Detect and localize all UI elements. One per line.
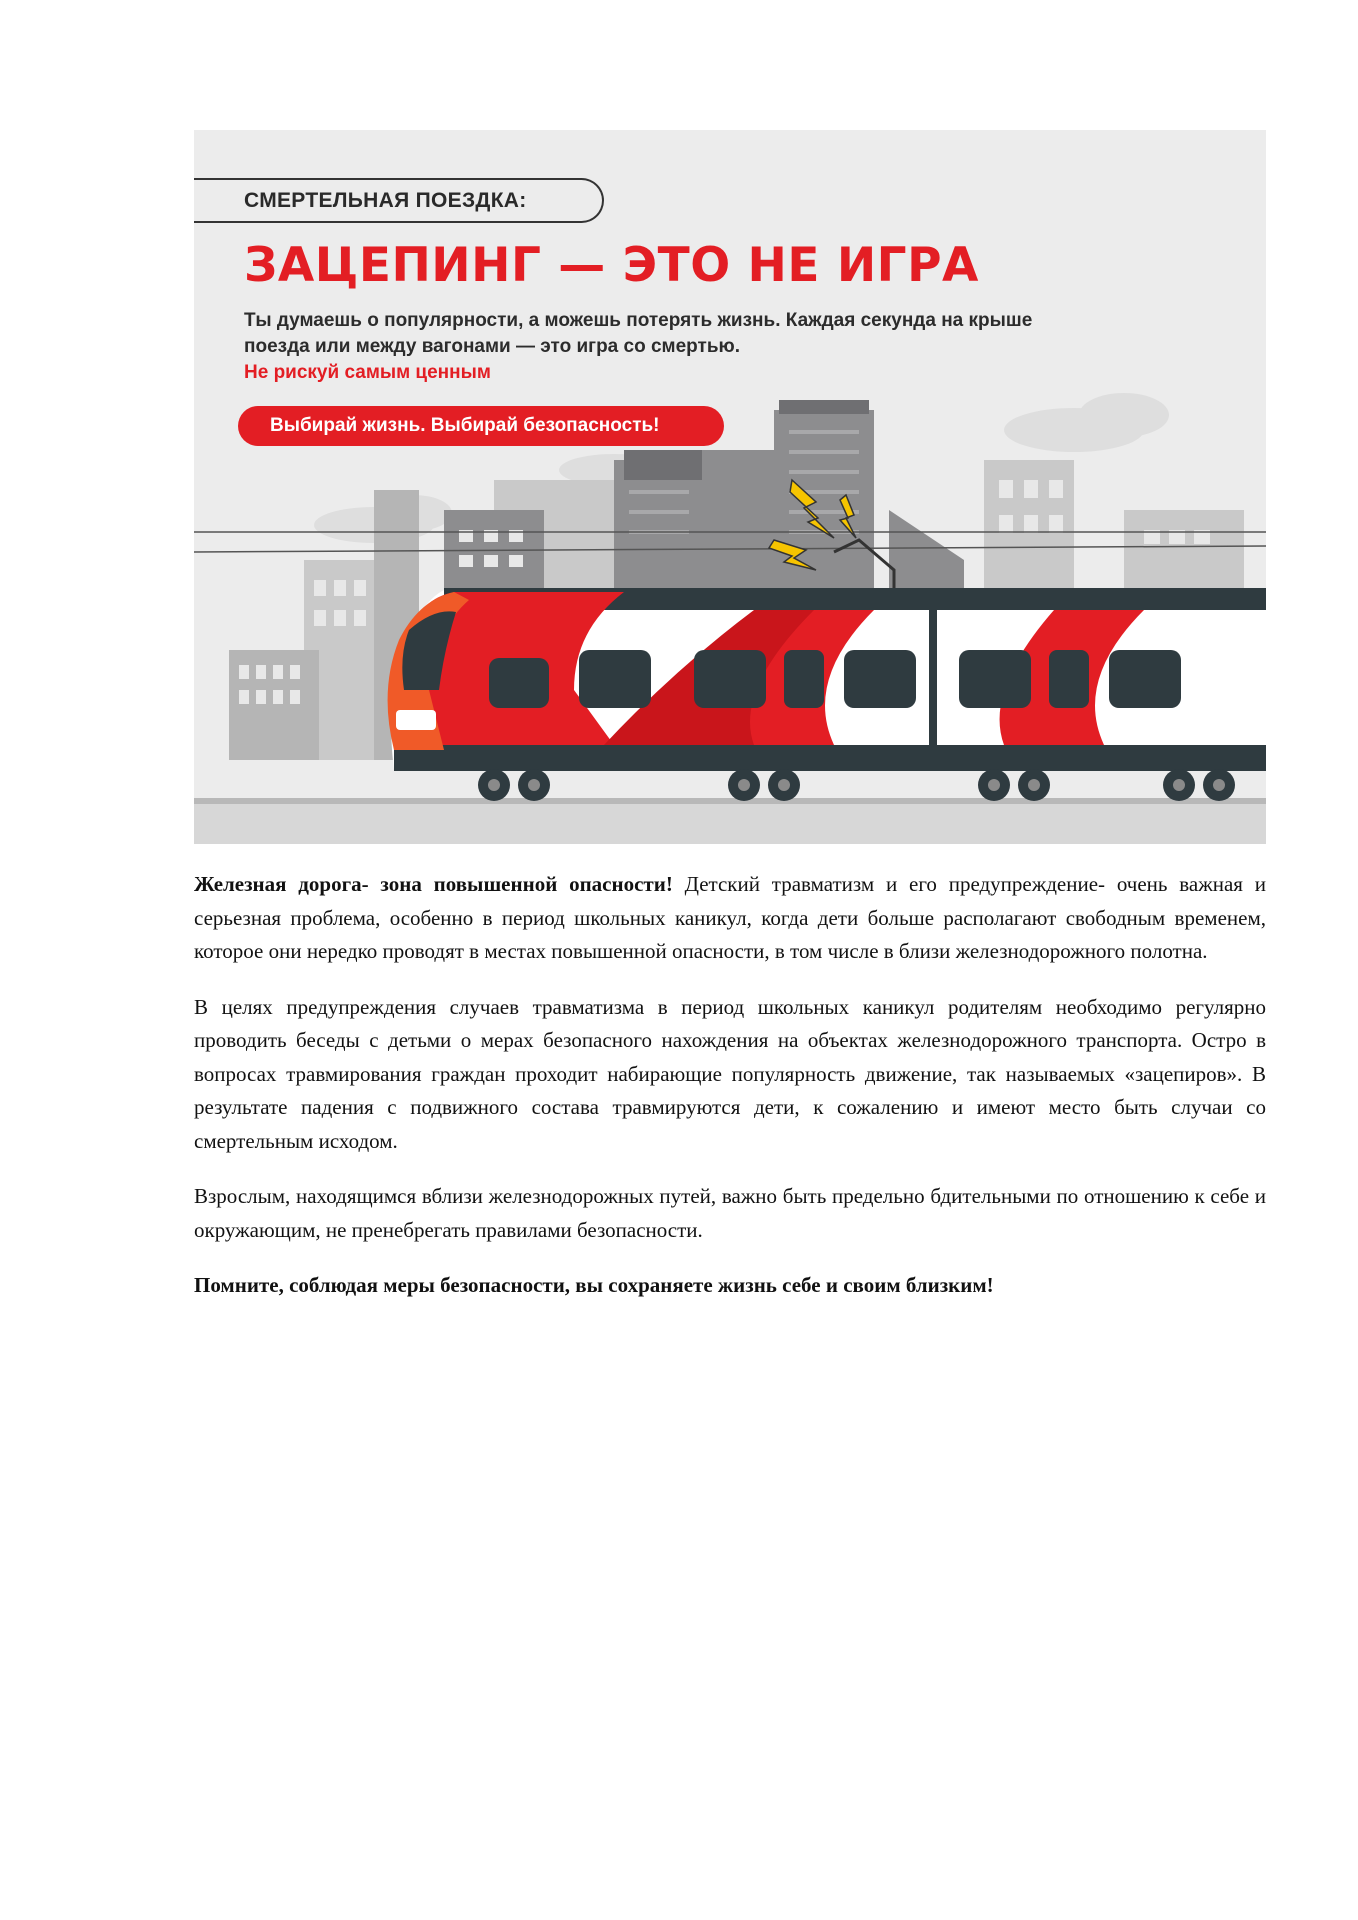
paragraph-1 (194, 868, 1266, 969)
banner-subtext-main: Ты думаешь о популярности, а можешь потерять жизнь. Каждая секунда на крыше поезда или между вагонами — это игра со смертью. (244, 310, 1033, 357)
banner-headline: ЗАЦЕПИНГ — ЭТО НЕ ИГРА (244, 238, 979, 293)
paragraph-1-text: Детский травматизм и его предупреждение- очень важная и серьезная проблема, особенно в период школьных каникул, когда дети больше располагают свободным временем, которое они нередко проводят в местах повышенной опасности, в том числе в близи железнодорожного полотна. (194, 872, 1266, 963)
banner-cta-badge: Выбирай жизнь. Выбирай безопасность! (238, 406, 724, 446)
paragraph-4 (194, 1269, 1266, 1303)
paragraph-3: Взрослым, находящимся вблизи железнодорожных путей, важно быть предельно бдительными по отношению к себе и окружающим, не пренебрегать правилами безопасности. (194, 1184, 1266, 1242)
banner-subtext (244, 308, 1064, 386)
paragraph-1-bold: Железная дорога- зона повышенной опасности! (194, 872, 673, 896)
poster-banner (194, 130, 1266, 844)
banner-subtext-warning: Не рискуй самым ценным (244, 362, 491, 383)
banner-tag: СМЕРТЕЛЬНАЯ ПОЕЗДКА: (194, 178, 604, 223)
paragraph-4-bold: Помните, соблюдая меры безопасности, вы сохраняете жизнь себе и своим близким! (194, 1273, 994, 1297)
article-body (194, 868, 1266, 1325)
paragraph-2: В целях предупреждения случаев травматизма в период школьных каникул родителям необходимо регулярно проводить беседы с детьми о мерах безопасного нахождения на объектах железнодорожного транспорта. Остро в вопросах травмирования граждан проходит набирающие популярность движение, так называемых «зацепиров». В результате падения с подвижного состава травмируются дети, к сожалению и имеют место быть случаи со смертельным исходом. (194, 994, 1266, 1153)
